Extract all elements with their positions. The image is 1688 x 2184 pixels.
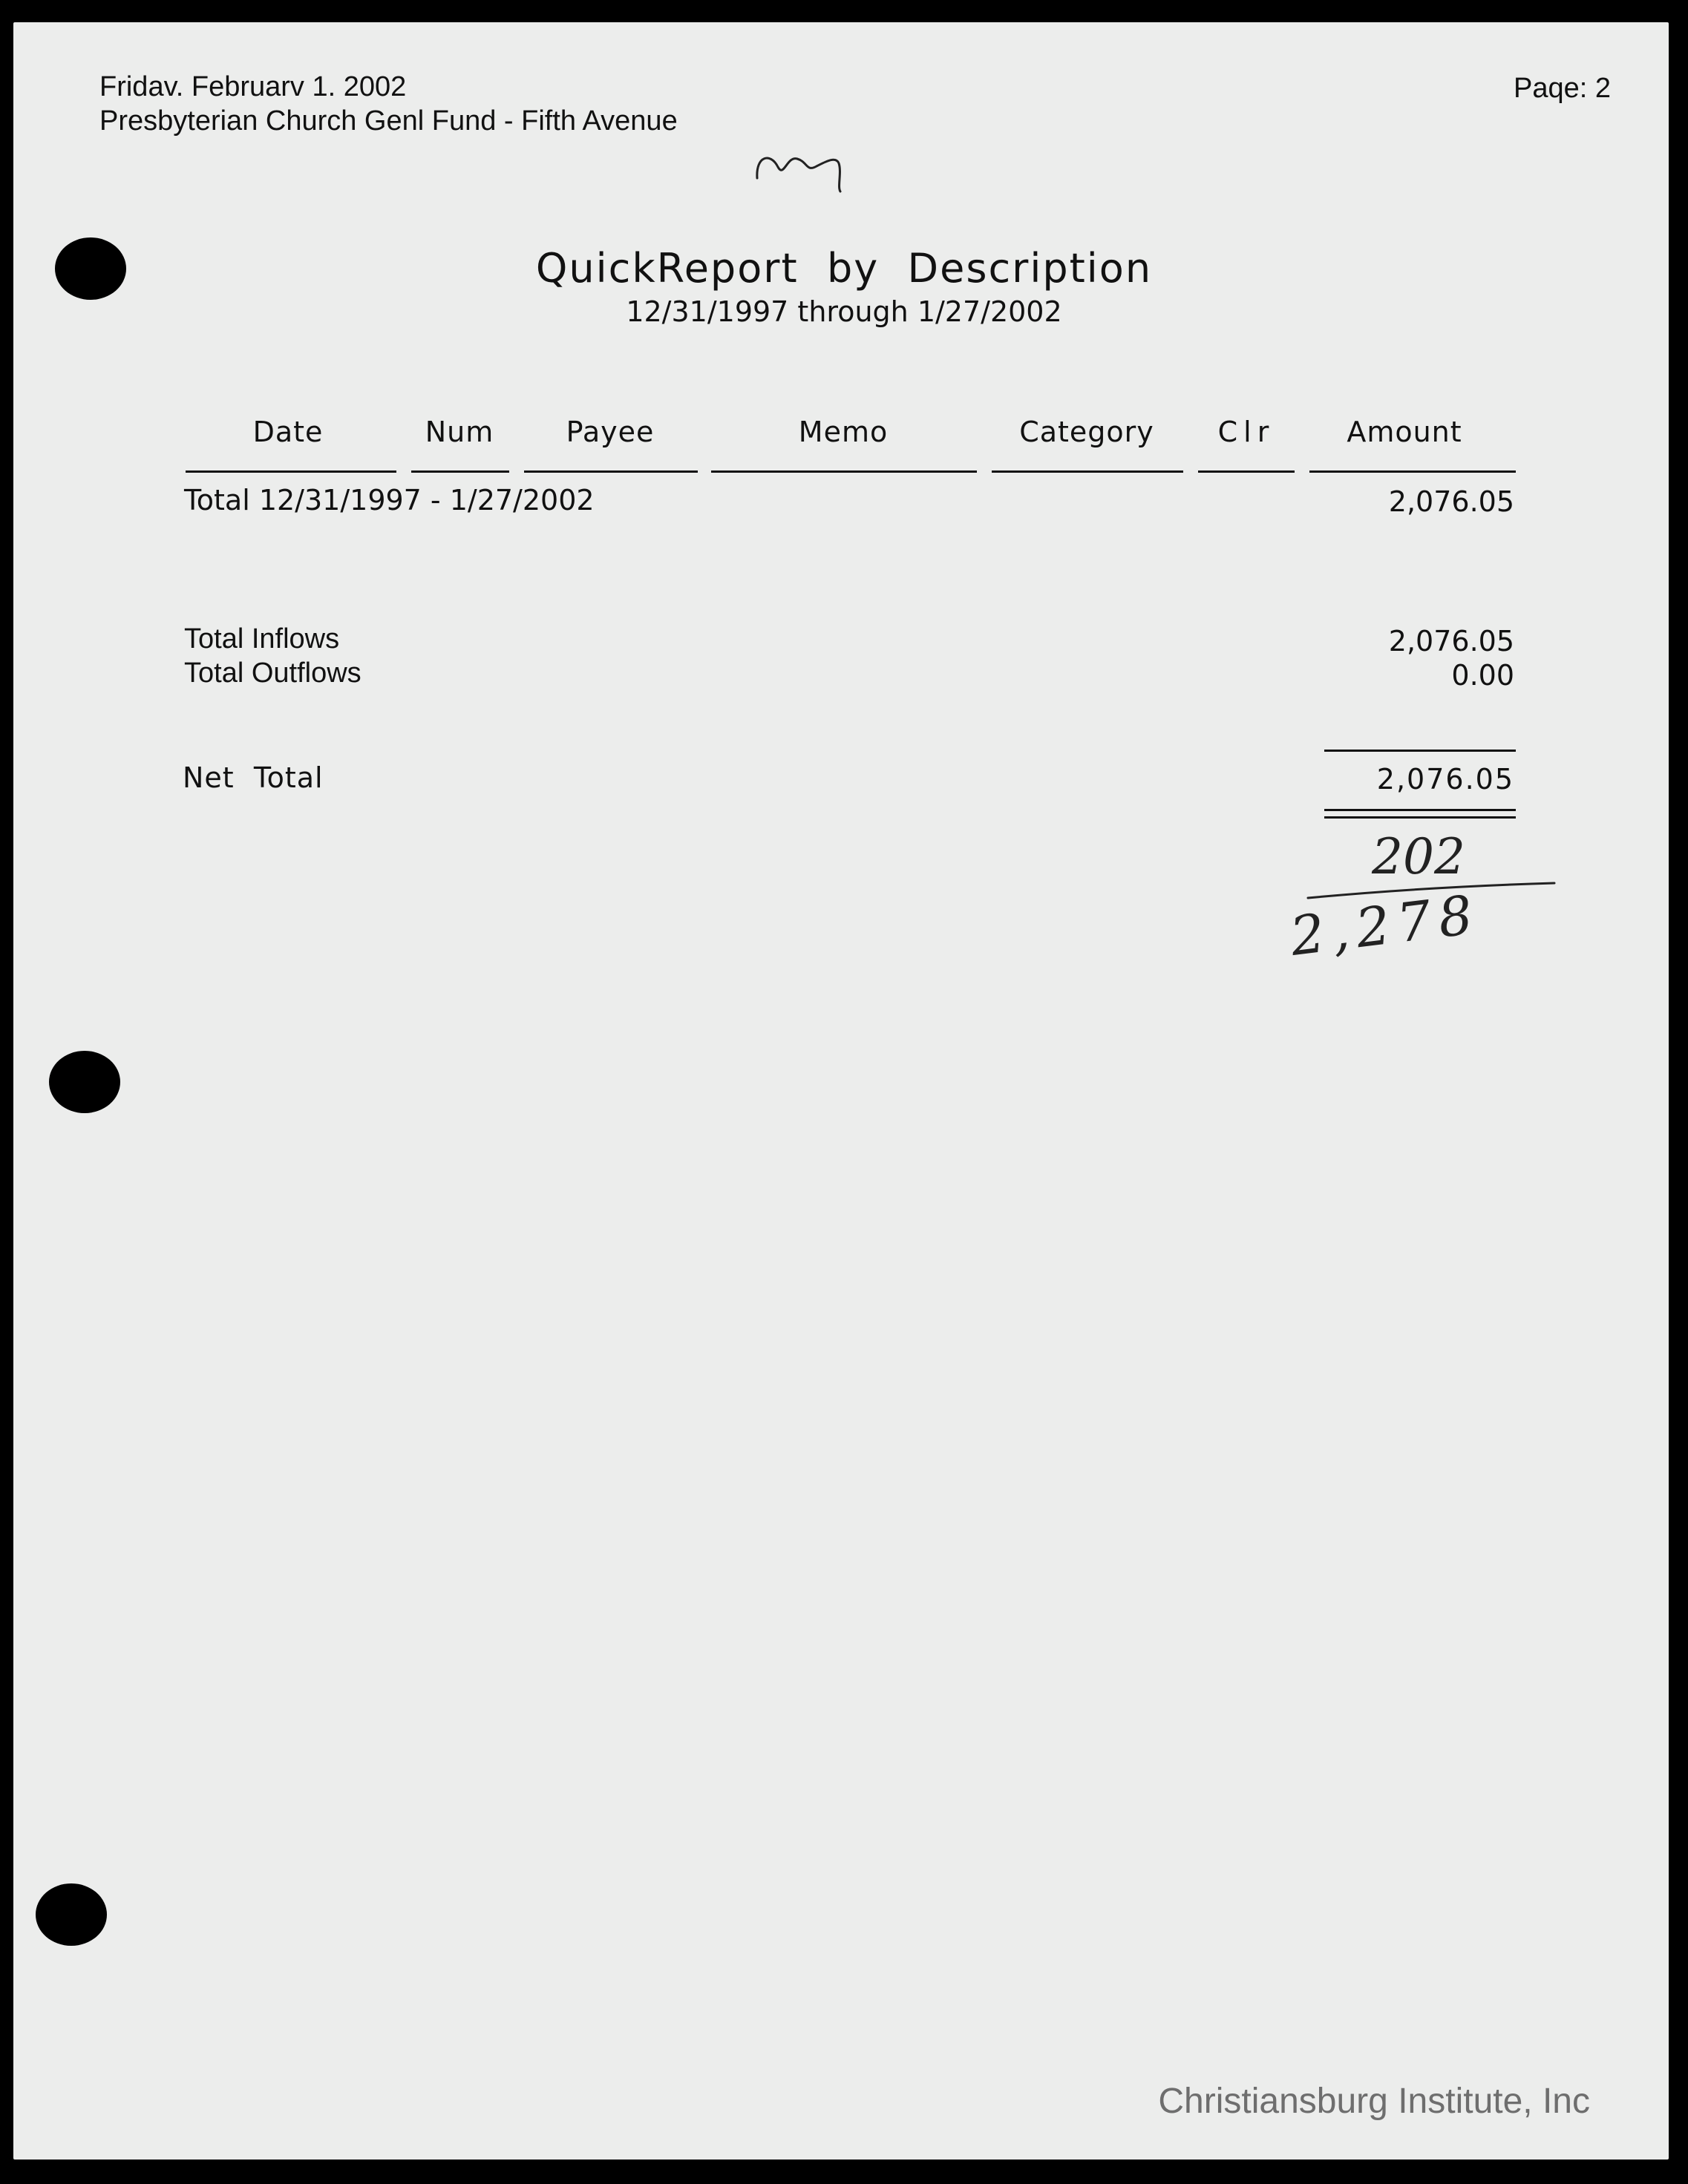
organization-name: Presbyterian Church Genl Fund - Fifth Avenue <box>99 105 678 137</box>
net-total-label: Net Total <box>183 761 324 794</box>
net-total-top-rule <box>1324 750 1516 752</box>
total-inflows-amount: 2,076.05 <box>1388 625 1514 658</box>
column-rule-amount <box>1309 470 1516 473</box>
handwritten-sum: 2,278 <box>1286 882 1484 968</box>
document-page <box>13 22 1669 2160</box>
column-rule-category <box>992 470 1183 473</box>
column-rule-clr <box>1198 470 1295 473</box>
net-total-double-rule-2 <box>1324 816 1516 819</box>
handwritten-initials <box>748 134 867 200</box>
handwritten-addend: 202 <box>1372 828 1465 885</box>
total-row-label: Total 12/31/1997 - 1/27/2002 <box>184 484 595 517</box>
total-outflows-label: Total Outflows <box>184 658 362 689</box>
column-header-memo: Memo <box>798 416 889 448</box>
report-title: QuickReport by Description <box>535 245 1153 292</box>
watermark: Christiansburg Institute, Inc <box>1158 2082 1590 2121</box>
column-rule-date <box>186 470 396 473</box>
column-header-date: Date <box>252 416 324 448</box>
column-rule-num <box>411 470 509 473</box>
column-header-amount: Amount <box>1347 416 1462 448</box>
binder-hole-middle <box>49 1051 120 1113</box>
page-number: Paqe: 2 <box>1514 73 1611 104</box>
binder-hole-bottom <box>36 1883 107 1946</box>
column-header-num: Num <box>425 416 494 448</box>
report-date: Fridav. Februarv 1. 2002 <box>99 71 407 102</box>
column-header-clr: Clr <box>1217 416 1275 448</box>
net-total-double-rule-1 <box>1324 809 1516 811</box>
column-rule-memo <box>711 470 977 473</box>
column-header-category: Category <box>1019 416 1154 448</box>
report-date-range: 12/31/1997 through 1/27/2002 <box>626 295 1062 328</box>
total-row-amount: 2,076.05 <box>1388 485 1514 518</box>
net-total-amount: 2,076.05 <box>1376 763 1514 796</box>
total-outflows-amount: 0.00 <box>1451 659 1514 692</box>
column-header-payee: Payee <box>566 416 655 448</box>
column-rule-payee <box>524 470 698 473</box>
total-inflows-label: Total Inflows <box>184 623 340 655</box>
